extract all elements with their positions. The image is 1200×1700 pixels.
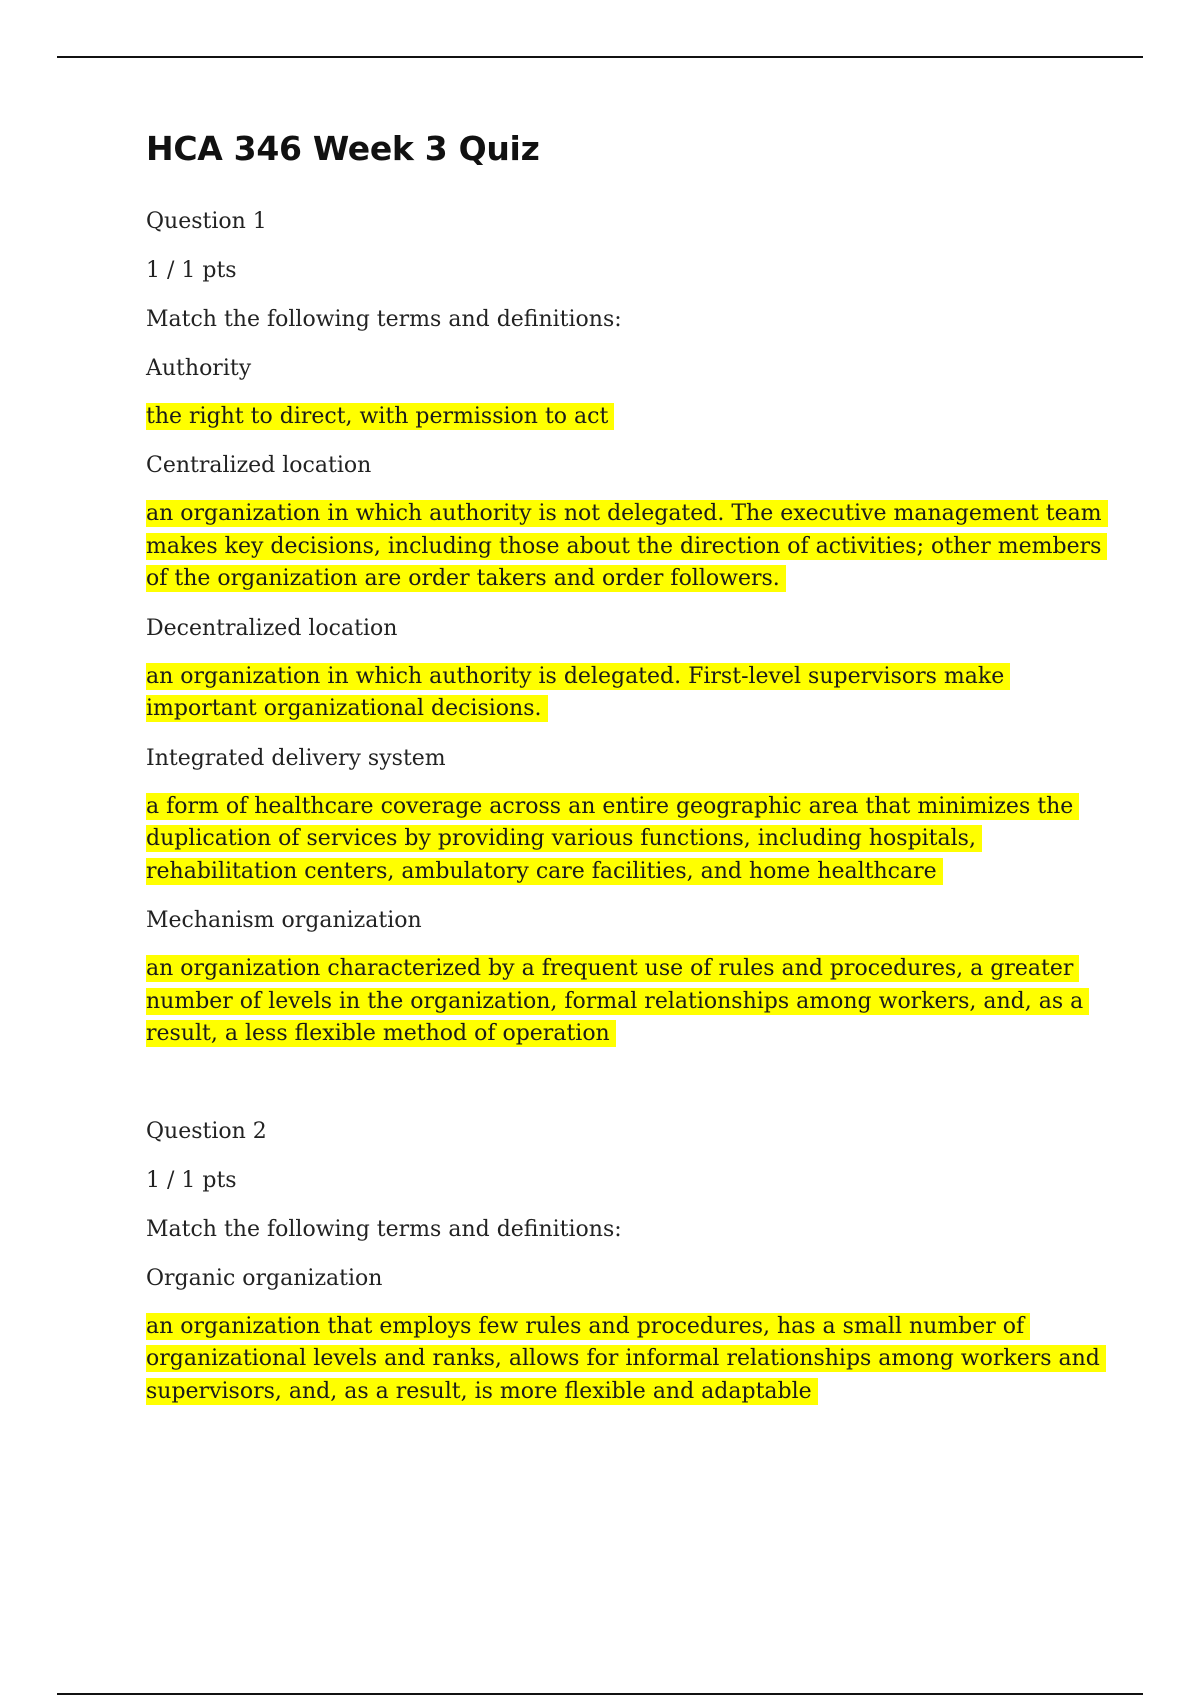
definition-highlighted: an organization in which authority is not delegated. The executive management team makes key decisions, including those about the direction of activities; other members of the organization are order takers and order followers.	[146, 498, 1106, 596]
question-block	[146, 1115, 1106, 1409]
question-spacer	[146, 1067, 1106, 1115]
term: Centralized location	[146, 453, 372, 479]
term: Decentralized location	[146, 615, 398, 641]
definition-highlighted: an organization in which authority is delegated. First-level supervisors make important organizational decisions.	[146, 661, 1106, 726]
question-block	[146, 205, 1106, 1051]
question-label: Question 1	[146, 208, 267, 234]
term: Authority	[146, 355, 252, 381]
bottom-rule	[57, 1693, 1143, 1695]
question-points: 1 / 1 pts	[146, 257, 237, 283]
definition-highlighted: the right to direct, with permission to act	[146, 401, 1106, 434]
question-points: 1 / 1 pts	[146, 1167, 237, 1193]
question-label: Question 2	[146, 1118, 267, 1144]
definition-highlighted: an organization that employs few rules and procedures, has a small number of organizational levels and ranks, allows for informal relationships among workers and supervisors, and, as a result, is more flexible and adaptable	[146, 1311, 1106, 1409]
definition-highlighted: a form of healthcare coverage across an entire geographic area that minimizes the duplication of services by providing various functions, including hospitals, rehabilitation centers, ambulatory care facilities, and home healthcare	[146, 791, 1106, 889]
question-prompt: Match the following terms and definitions:	[146, 306, 622, 332]
top-rule	[57, 56, 1143, 58]
term: Organic organization	[146, 1265, 383, 1291]
page-title: HCA 346 Week 3 Quiz	[146, 129, 540, 168]
term: Integrated delivery system	[146, 745, 446, 771]
quiz-document	[146, 128, 1106, 1424]
term: Mechanism organization	[146, 908, 422, 934]
question-prompt: Match the following terms and definitions:	[146, 1216, 622, 1242]
definition-highlighted: an organization characterized by a frequent use of rules and procedures, a greater number of levels in the organization, formal relationships among workers, and, as a result, a less flexible method of operation	[146, 953, 1106, 1051]
